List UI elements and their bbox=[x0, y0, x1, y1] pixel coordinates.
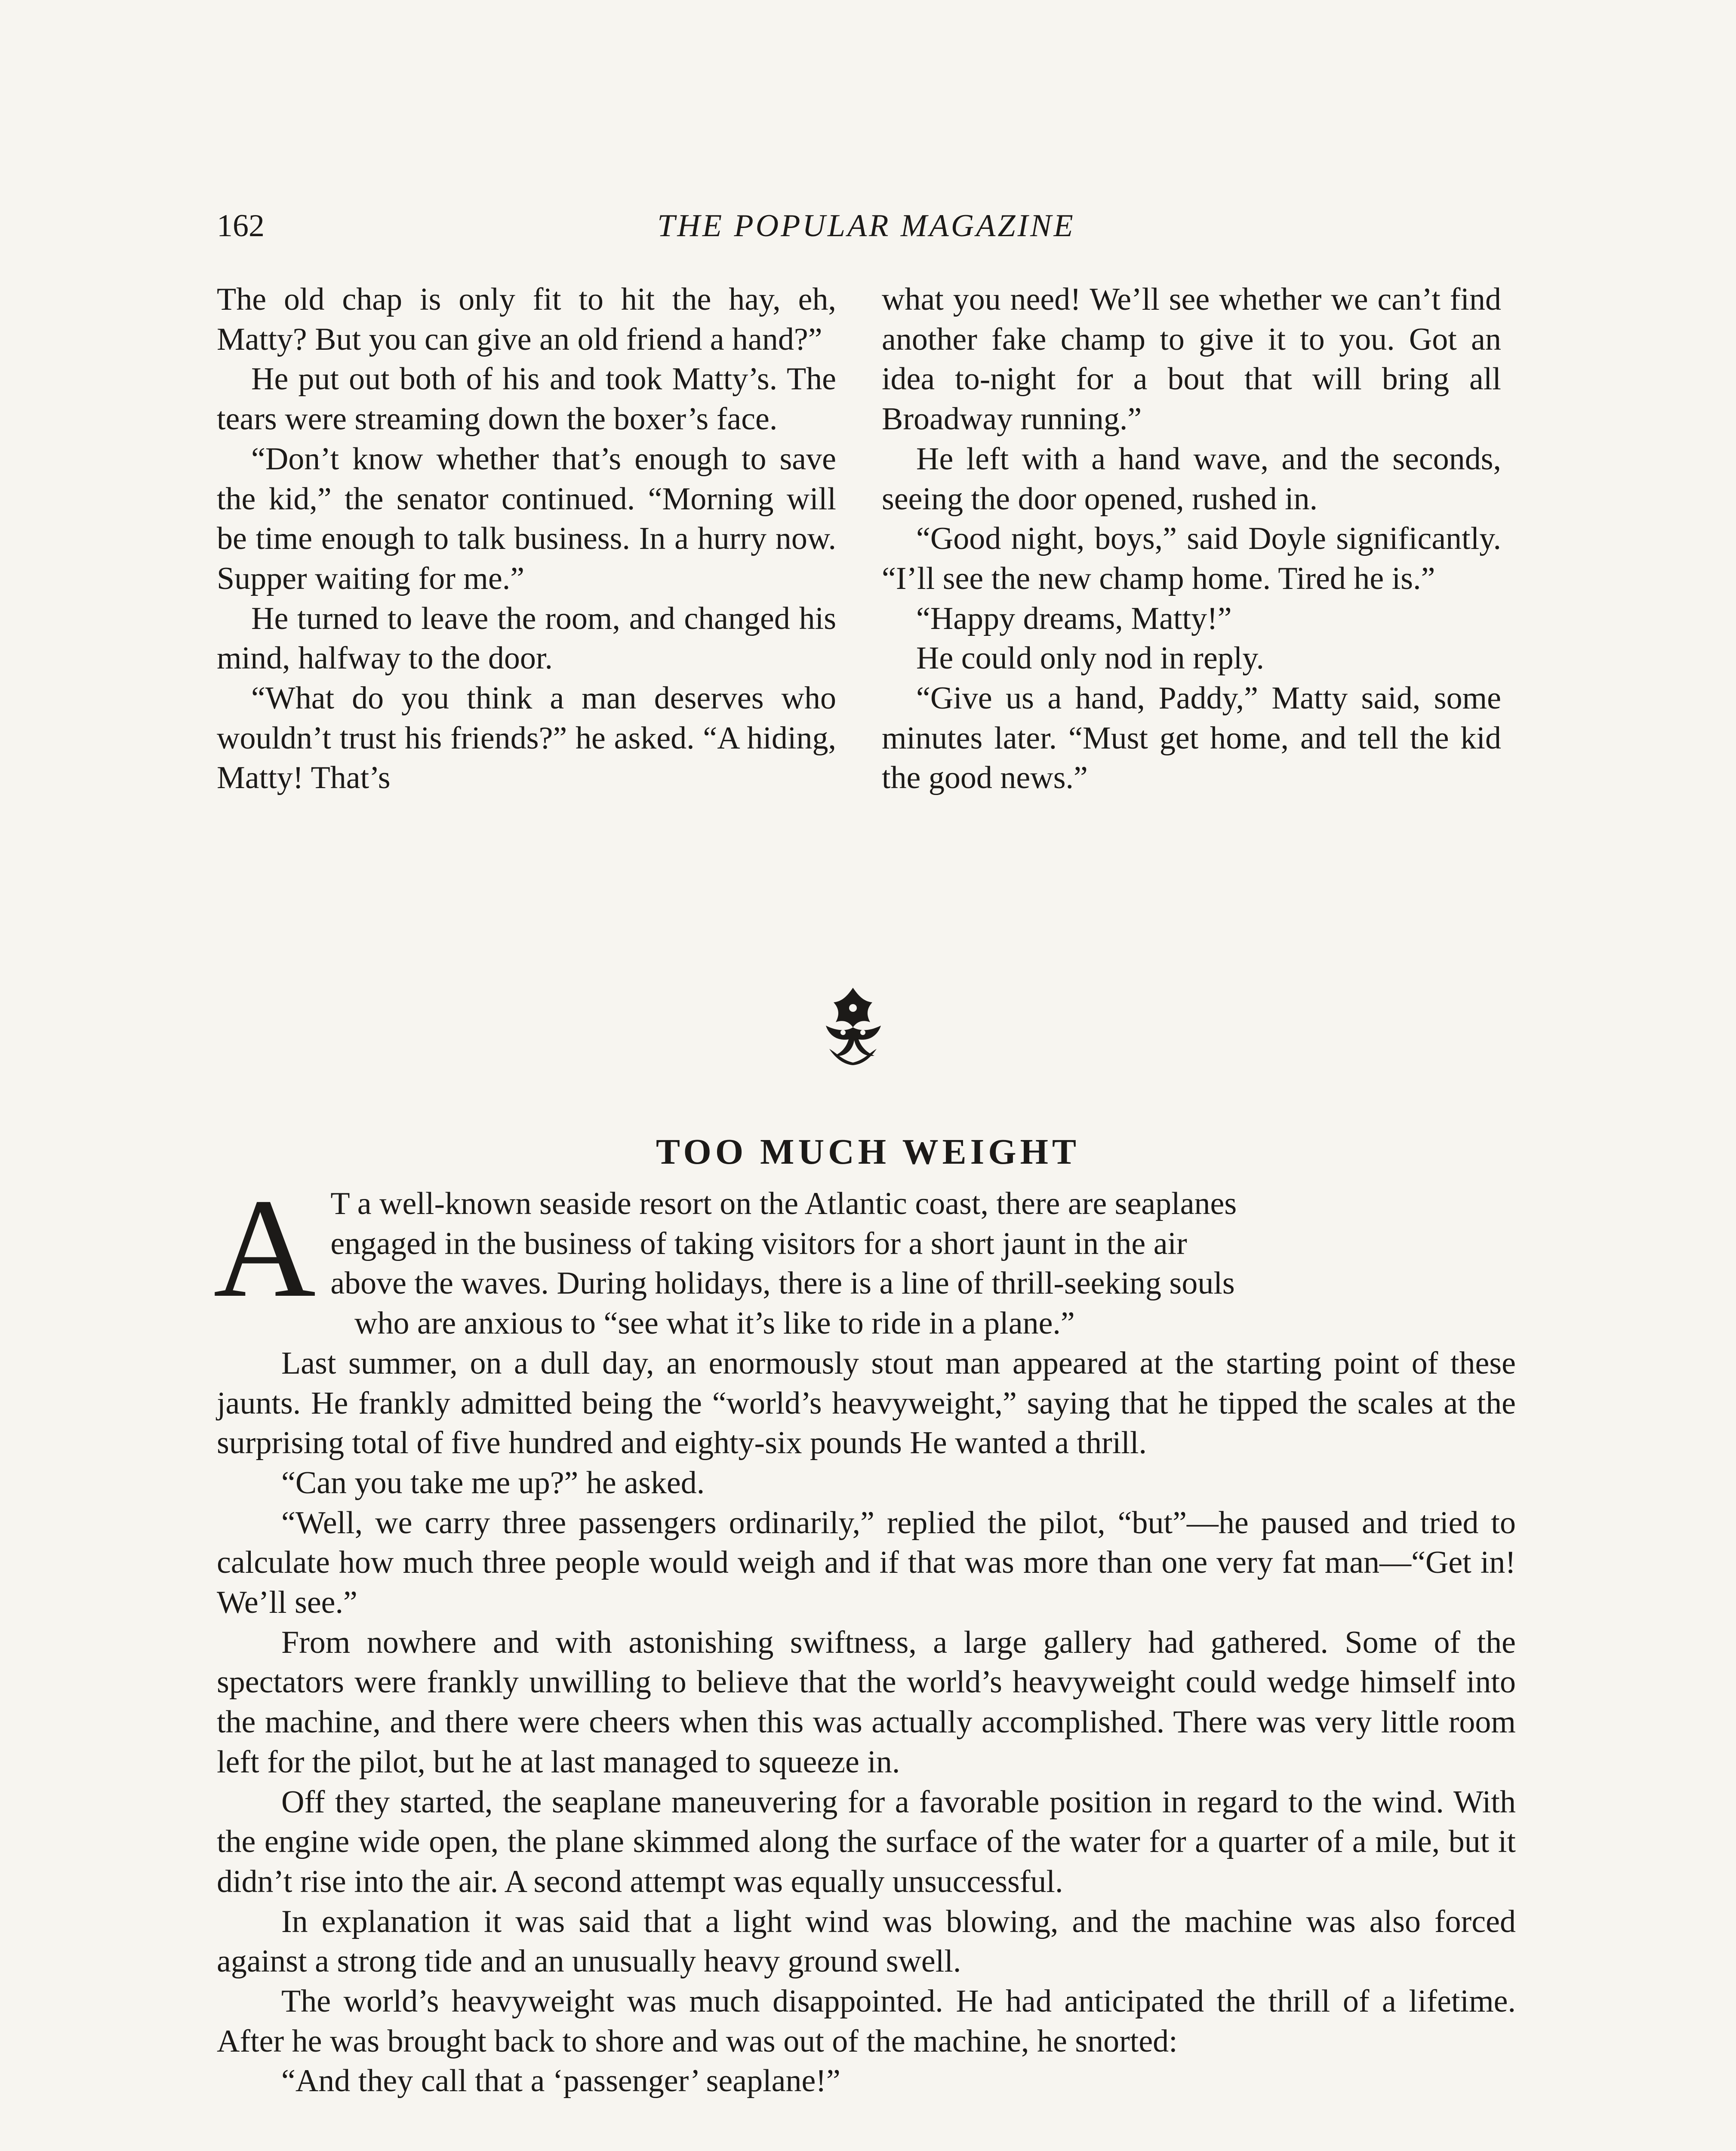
article-paragraph: From nowhere and with astonishing swiftness, a large gallery had gathered. Some of the spectators were frankly unwilling to believe that the world’s heavyweight could wedge himself into the machine, and there were cheers when this was actually accomplished. There was very little room left for the pilot, but he at last managed to squeeze in. bbox=[217, 1624, 1516, 1780]
article-lead-paragraph bbox=[213, 1170, 1516, 1344]
story-right-column bbox=[882, 280, 1501, 798]
story-paragraph: “Good night, boys,” said Doyle significantly. “I’ll see the new champ home. Tired he is.” bbox=[882, 521, 1501, 596]
article-paragraph: “And they call that a ‘passenger’ seaplane!” bbox=[281, 2063, 840, 2099]
story-left-column bbox=[217, 280, 836, 798]
page-number: 162 bbox=[217, 208, 265, 243]
story-paragraph: The old chap is only fit to hit the hay, eh, Matty? But you can give an old friend a hand?” bbox=[217, 282, 836, 357]
lead-line: T a well-known seaside resort on the Atlantic coast, there are seaplanes bbox=[330, 1186, 1237, 1221]
story-paragraph: “What do you think a man deserves who wouldn’t trust his friends?” he asked. “A hiding, Matty! That’s bbox=[217, 681, 836, 796]
story-paragraph: He turned to leave the room, and changed his mind, halfway to the door. bbox=[217, 601, 836, 676]
article-paragraph: In explanation it was said that a light wind was blowing, and the machine was also forced against a strong tide and an unusually heavy ground swell. bbox=[217, 1904, 1516, 1979]
story-paragraph: “Give us a hand, Paddy,” Matty said, some minutes later. “Must get home, and tell the kid the good news.” bbox=[882, 681, 1501, 796]
article-paragraph: Last summer, on a dull day, an enormously stout man appeared at the starting point of these jaunts. He frankly admitted being the “world’s heavyweight,” saying that he tipped the scales at the surprising total of five hundred and eighty-six pounds He wanted a thrill. bbox=[217, 1345, 1516, 1461]
article-title: TOO MUCH WEIGHT bbox=[656, 1132, 1080, 1172]
magazine-title: THE POPULAR MAGAZINE bbox=[657, 208, 1075, 243]
lead-line: engaged in the business of taking visitors for a short jaunt in the air bbox=[330, 1226, 1187, 1261]
story-paragraph: “Happy dreams, Matty!” bbox=[916, 601, 1232, 636]
lead-line: above the waves. During holidays, there is a line of thrill-seeking souls bbox=[330, 1266, 1235, 1301]
article-paragraph: The world’s heavyweight was much disappointed. He had anticipated the thrill of a lifetime. After he was brought back to shore and was out of the machine, he snorted: bbox=[217, 1984, 1516, 2059]
article-paragraph: “Well, we carry three passengers ordinarily,” replied the pilot, “but”—he paused and tried to calculate how much three people would weigh and if that was more than one very fat man—“Get in! We’ll see.” bbox=[217, 1505, 1516, 1621]
story-paragraph: what you need! We’ll see whether we can’t find another fake champ to give it to you. Got an idea to-night for a bout that will bring all Broadway running.” bbox=[882, 282, 1501, 437]
lead-line: who are anxious to “see what it’s like to ride in a plane.” bbox=[354, 1306, 1075, 1341]
story-paragraph: He put out both of his and took Matty’s. The tears were streaming down the boxer’s face. bbox=[217, 361, 836, 437]
story-paragraph: He could only nod in reply. bbox=[916, 641, 1265, 676]
article-paragraph: Off they started, the seaplane maneuvering for a favorable position in regard to the wind. With the engine wide open, the plane skimmed along the surface of the water for a quarter of a mile, but it didn’t rise into the air. A second attempt was equally unsuccessful. bbox=[217, 1784, 1516, 1899]
story-paragraph: “Don’t know whether that’s enough to save the kid,” the senator continued. “Morning will be time enough to talk business. In a hurry now. Supper waiting for me.” bbox=[217, 441, 836, 596]
drop-cap: A bbox=[213, 1170, 316, 1327]
article-paragraph: “Can you take me up?” he asked. bbox=[281, 1465, 705, 1501]
story-paragraph: He left with a hand wave, and the seconds, seeing the door opened, rushed in. bbox=[882, 441, 1501, 517]
article-body bbox=[213, 1170, 1516, 2101]
running-head bbox=[217, 202, 1516, 258]
floral-ornament-icon bbox=[816, 984, 890, 1066]
